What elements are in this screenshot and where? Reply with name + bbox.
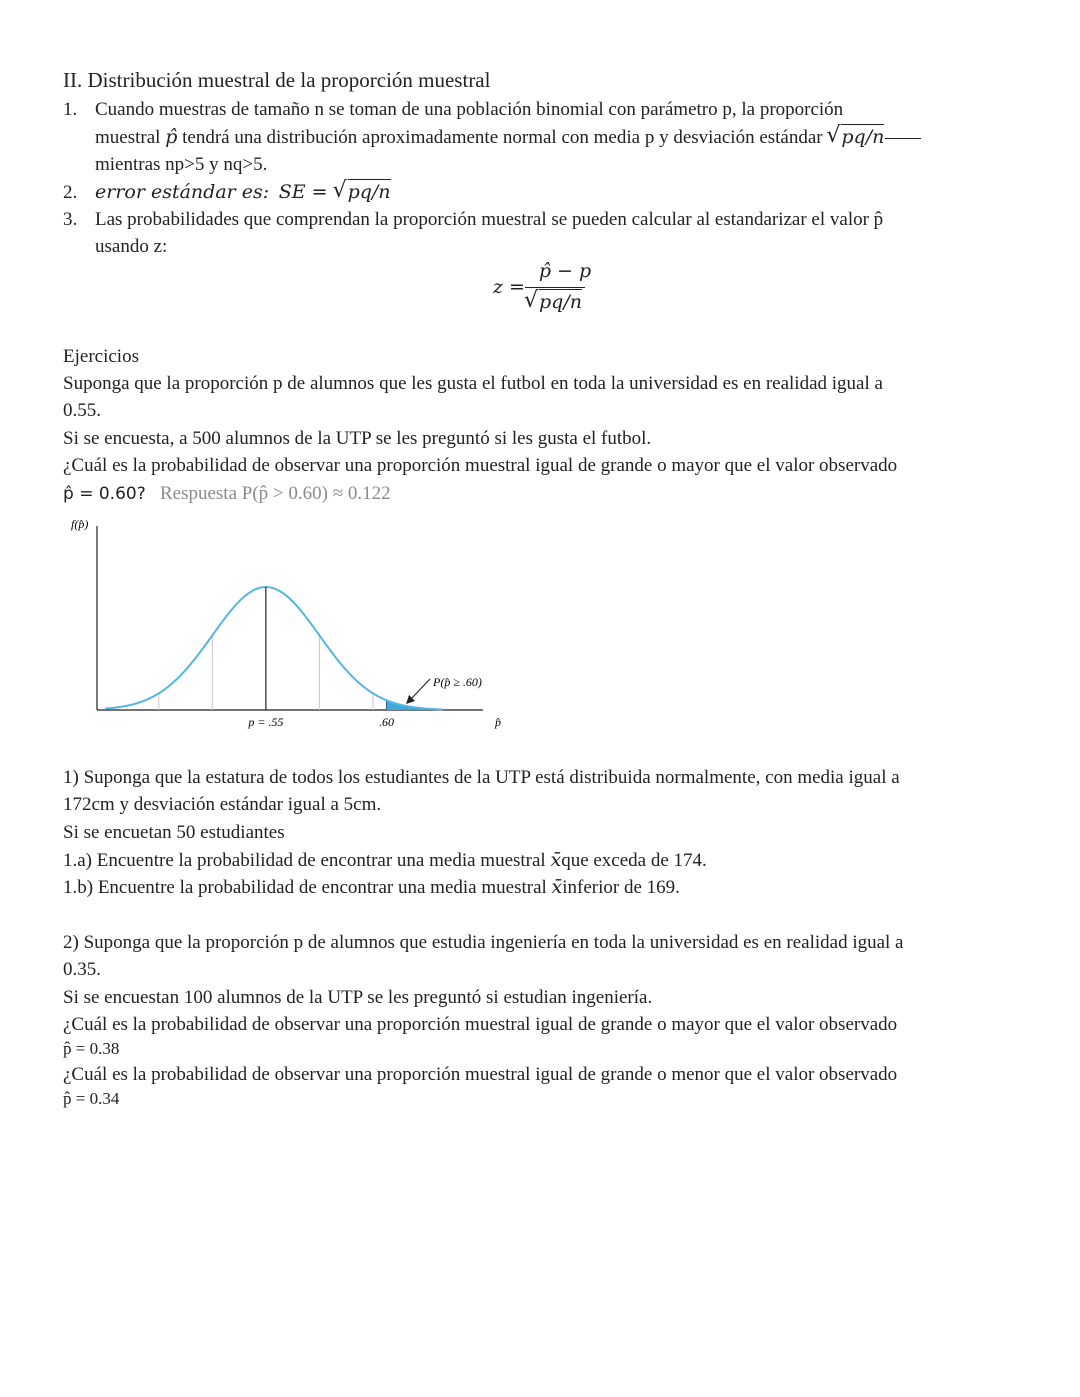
- item-1-text-2a: muestral: [95, 127, 166, 148]
- problem-1a: [63, 849, 707, 872]
- problem-2-question-2-value: p̂ = 0.34: [63, 1089, 120, 1108]
- problem-1b: [63, 876, 680, 899]
- item-3-text-1: Las probabilidades que comprendan la proporción muestral se pueden calcular al estandarizar el valor p̂: [95, 209, 884, 230]
- item-2-number: 2.: [63, 182, 78, 203]
- item-2-line: [63, 181, 391, 204]
- chart-y-label: f(p̂): [71, 517, 89, 531]
- z-formula-numerator: p̂ − p: [538, 260, 592, 282]
- chart-tick-labels: [247, 715, 394, 729]
- item-1-rule: [885, 138, 921, 139]
- problem-2-question-1: ¿Cuál es la probabilidad de observar una proporción muestral igual de grande o mayor que el valor observado: [63, 1014, 898, 1035]
- problem-1b-post: inferior de 169.: [562, 877, 680, 898]
- item-3-line-2: usando z:: [95, 236, 168, 257]
- chart-tick-label: .60: [379, 715, 394, 729]
- problem-2-question-2: ¿Cuál es la probabilidad de observar una proporción muestral igual de grande o menor que el valor observado: [63, 1064, 898, 1085]
- item-1-sqrt-text: pq/n: [841, 126, 885, 148]
- z-formula: [493, 258, 603, 320]
- item-1-phat: p̂: [165, 126, 178, 148]
- problem-2-line-3: Si se encuestan 100 alumnos de la UTP se les preguntó si estudian ingeniería.: [63, 987, 653, 1008]
- chart-annotation-arrow: [410, 679, 430, 700]
- problem-1b-xbar: x̄: [551, 876, 563, 898]
- chart-gridlines: [159, 635, 387, 710]
- exercises-intro-2: 0.55.: [63, 400, 101, 421]
- problem-1-line-2: 172cm y desviación estándar igual a 5cm.: [63, 794, 382, 815]
- chart-tick-label: p = .55: [248, 715, 284, 729]
- item-1-text-1: Cuando muestras de tamaño n se toman de una población binomial con parámetro p, la proporción: [95, 99, 844, 120]
- problem-1a-pre: 1.a) Encuentre la probabilidad de encontrar una media muestral: [63, 850, 551, 871]
- problem-1a-xbar: x̄: [550, 849, 562, 871]
- problem-2-question-1-value: p̂ = 0.38: [63, 1039, 120, 1058]
- item-1-line-1: [63, 99, 843, 121]
- exercises-survey: Si se encuesta, a 500 alumnos de la UTP se les preguntó si les gusta el futbol.: [63, 428, 652, 449]
- exercises-intro-1: Suponga que la proporción p de alumnos que les gusta el futbol en toda la universidad es en realidad igual a: [63, 373, 883, 394]
- section-title: II. Distribución muestral de la proporción muestral: [63, 68, 491, 92]
- exercises-answer: Respuesta P(p̂ > 0.60) ≈ 0.122: [159, 483, 391, 504]
- problem-1-line-3: Si se encuetan 50 estudiantes: [63, 822, 285, 843]
- exercises-question-value: p̂ = 0.60?: [63, 484, 146, 504]
- item-2-sqrt-text: pq/n: [347, 181, 391, 203]
- problem-1-line-1: 1) Suponga que la estatura de todos los estudiantes de la UTP está distribuida normalmente, con media igual a: [63, 767, 900, 788]
- item-3-number: 3.: [63, 209, 78, 230]
- exercises-question-2: [63, 483, 391, 505]
- problem-1b-pre: 1.b) Encuentre la probabilidad de encontrar una media muestral: [63, 877, 552, 898]
- problem-2-line-2: 0.35.: [63, 959, 101, 980]
- item-1-line-3: mientras np>5 y nq>5.: [95, 154, 268, 175]
- item-2-sqrt: [334, 181, 391, 203]
- item-2-label: error estándar es:: [95, 181, 270, 203]
- z-formula-denominator: [525, 291, 582, 313]
- item-1-text-2b: tendrá una distribución aproximadamente normal con media p y desviación estándar: [177, 127, 828, 148]
- problem-1a-post: que exceda de 174.: [561, 850, 707, 871]
- item-1-number: 1.: [63, 99, 78, 120]
- item-2-formula: SE =: [278, 181, 334, 203]
- chart-annotation: P(p̂ ≥ .60): [433, 675, 482, 689]
- chart-density-curve: [105, 587, 442, 709]
- exercises-heading: Ejercicios: [63, 346, 139, 367]
- item-3-line-1: [63, 209, 883, 231]
- normal-distribution-chart: [63, 512, 523, 737]
- z-formula-lhs: z =: [493, 276, 525, 298]
- item-1-sqrt: [827, 126, 884, 148]
- item-1-line-2: [95, 126, 921, 149]
- z-formula-denominator-text: pq/n: [539, 291, 582, 313]
- exercises-question-1: ¿Cuál es la probabilidad de observar una proporción muestral igual de grande o mayor que el valor observado: [63, 455, 898, 476]
- problem-2-line-1: 2) Suponga que la proporción p de alumnos que estudia ingeniería en toda la universidad es en realidad igual a: [63, 932, 904, 953]
- chart-x-label: p̂: [495, 715, 501, 729]
